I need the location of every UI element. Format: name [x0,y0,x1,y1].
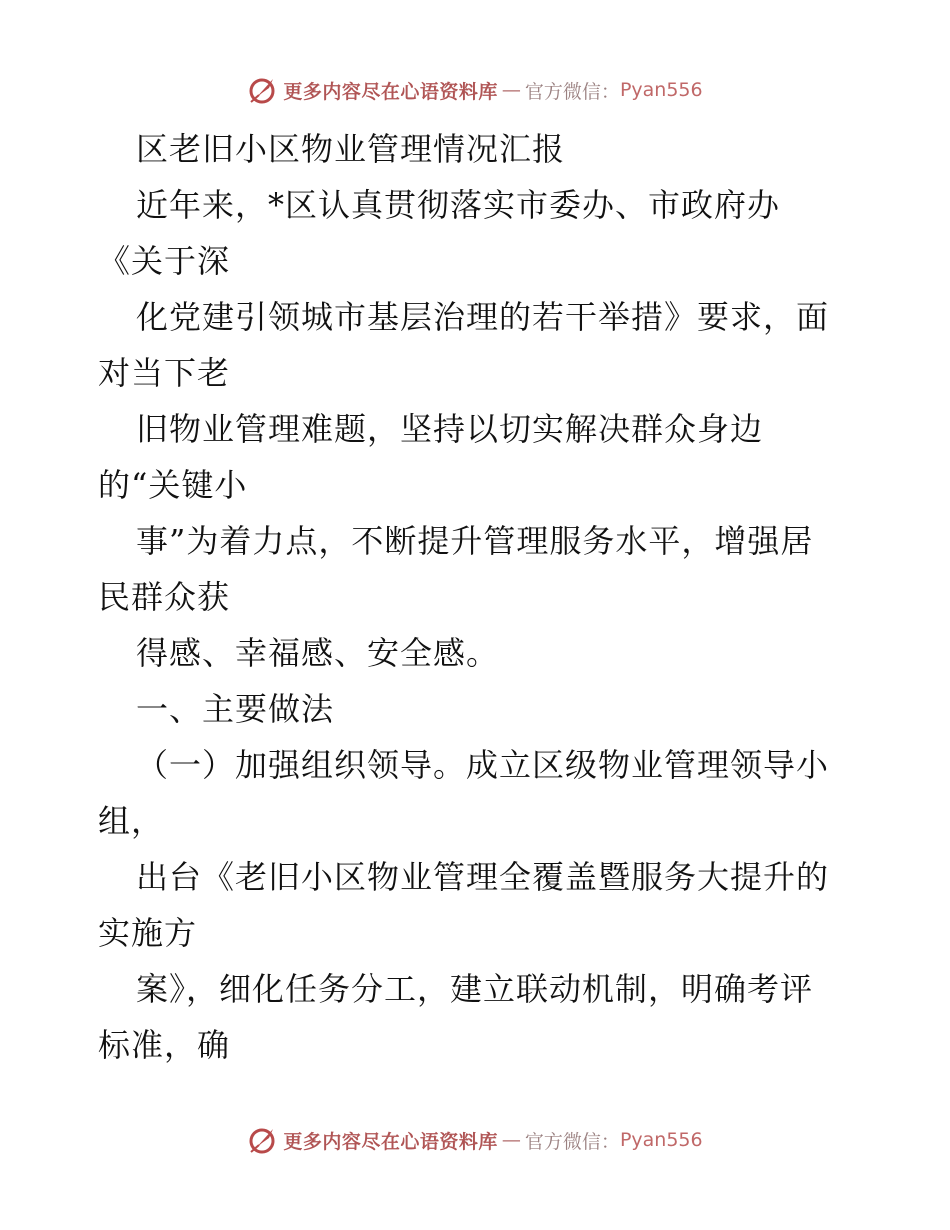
text-line: 近年来，*区认真贯彻落实市委办、市政府办 [136,186,781,224]
watermark-wechat-id: Pyan556 [619,79,703,101]
watermark-wechat-id: Pyan556 [619,1129,703,1151]
text-line: 实施方 [98,914,198,952]
quill-logo-icon [247,74,279,106]
quill-logo-icon [247,1124,279,1156]
text-line: 《关于深 [98,242,231,280]
text-line: 一、主要做法 [136,690,335,728]
text-line: 民群众获 [98,578,231,616]
text-line: 区老旧小区物业管理情况汇报 [136,130,566,168]
text-line: 出台《老旧小区物业管理全覆盖暨服务大提升的 [136,858,830,896]
watermark-brand: 更多内容尽在心语资料库 [283,1130,498,1153]
watermark-brand: 更多内容尽在心语资料库 [283,80,498,103]
watermark-footer [0,1120,950,1160]
text-line: 案》，细化任务分工，建立联动机制，明确考评 [136,970,814,1008]
watermark-dash: — [501,79,521,101]
watermark-label: 官方微信： [524,1130,620,1153]
text-line: 得感、幸福感、安全感。 [136,634,500,672]
text-line: 的“关键小 [98,466,248,504]
watermark-dash: — [501,1129,521,1151]
watermark-label: 官方微信： [524,80,620,103]
text-line: 事”为着力点，不断提升管理服务水平，增强居 [136,522,814,560]
text-line: （一）加强组织领导。成立区级物业管理领导小 [136,746,830,784]
text-line: 化党建引领城市基层治理的若干举措》要求，面 [136,298,830,336]
text-line: 标准，确 [98,1026,231,1064]
text-line: 对当下老 [98,354,231,392]
text-line: 组， [98,802,165,840]
text-line: 旧物业管理难题，坚持以切实解决群众身边 [136,410,764,448]
document-body [98,121,858,1073]
watermark-header [0,70,950,110]
